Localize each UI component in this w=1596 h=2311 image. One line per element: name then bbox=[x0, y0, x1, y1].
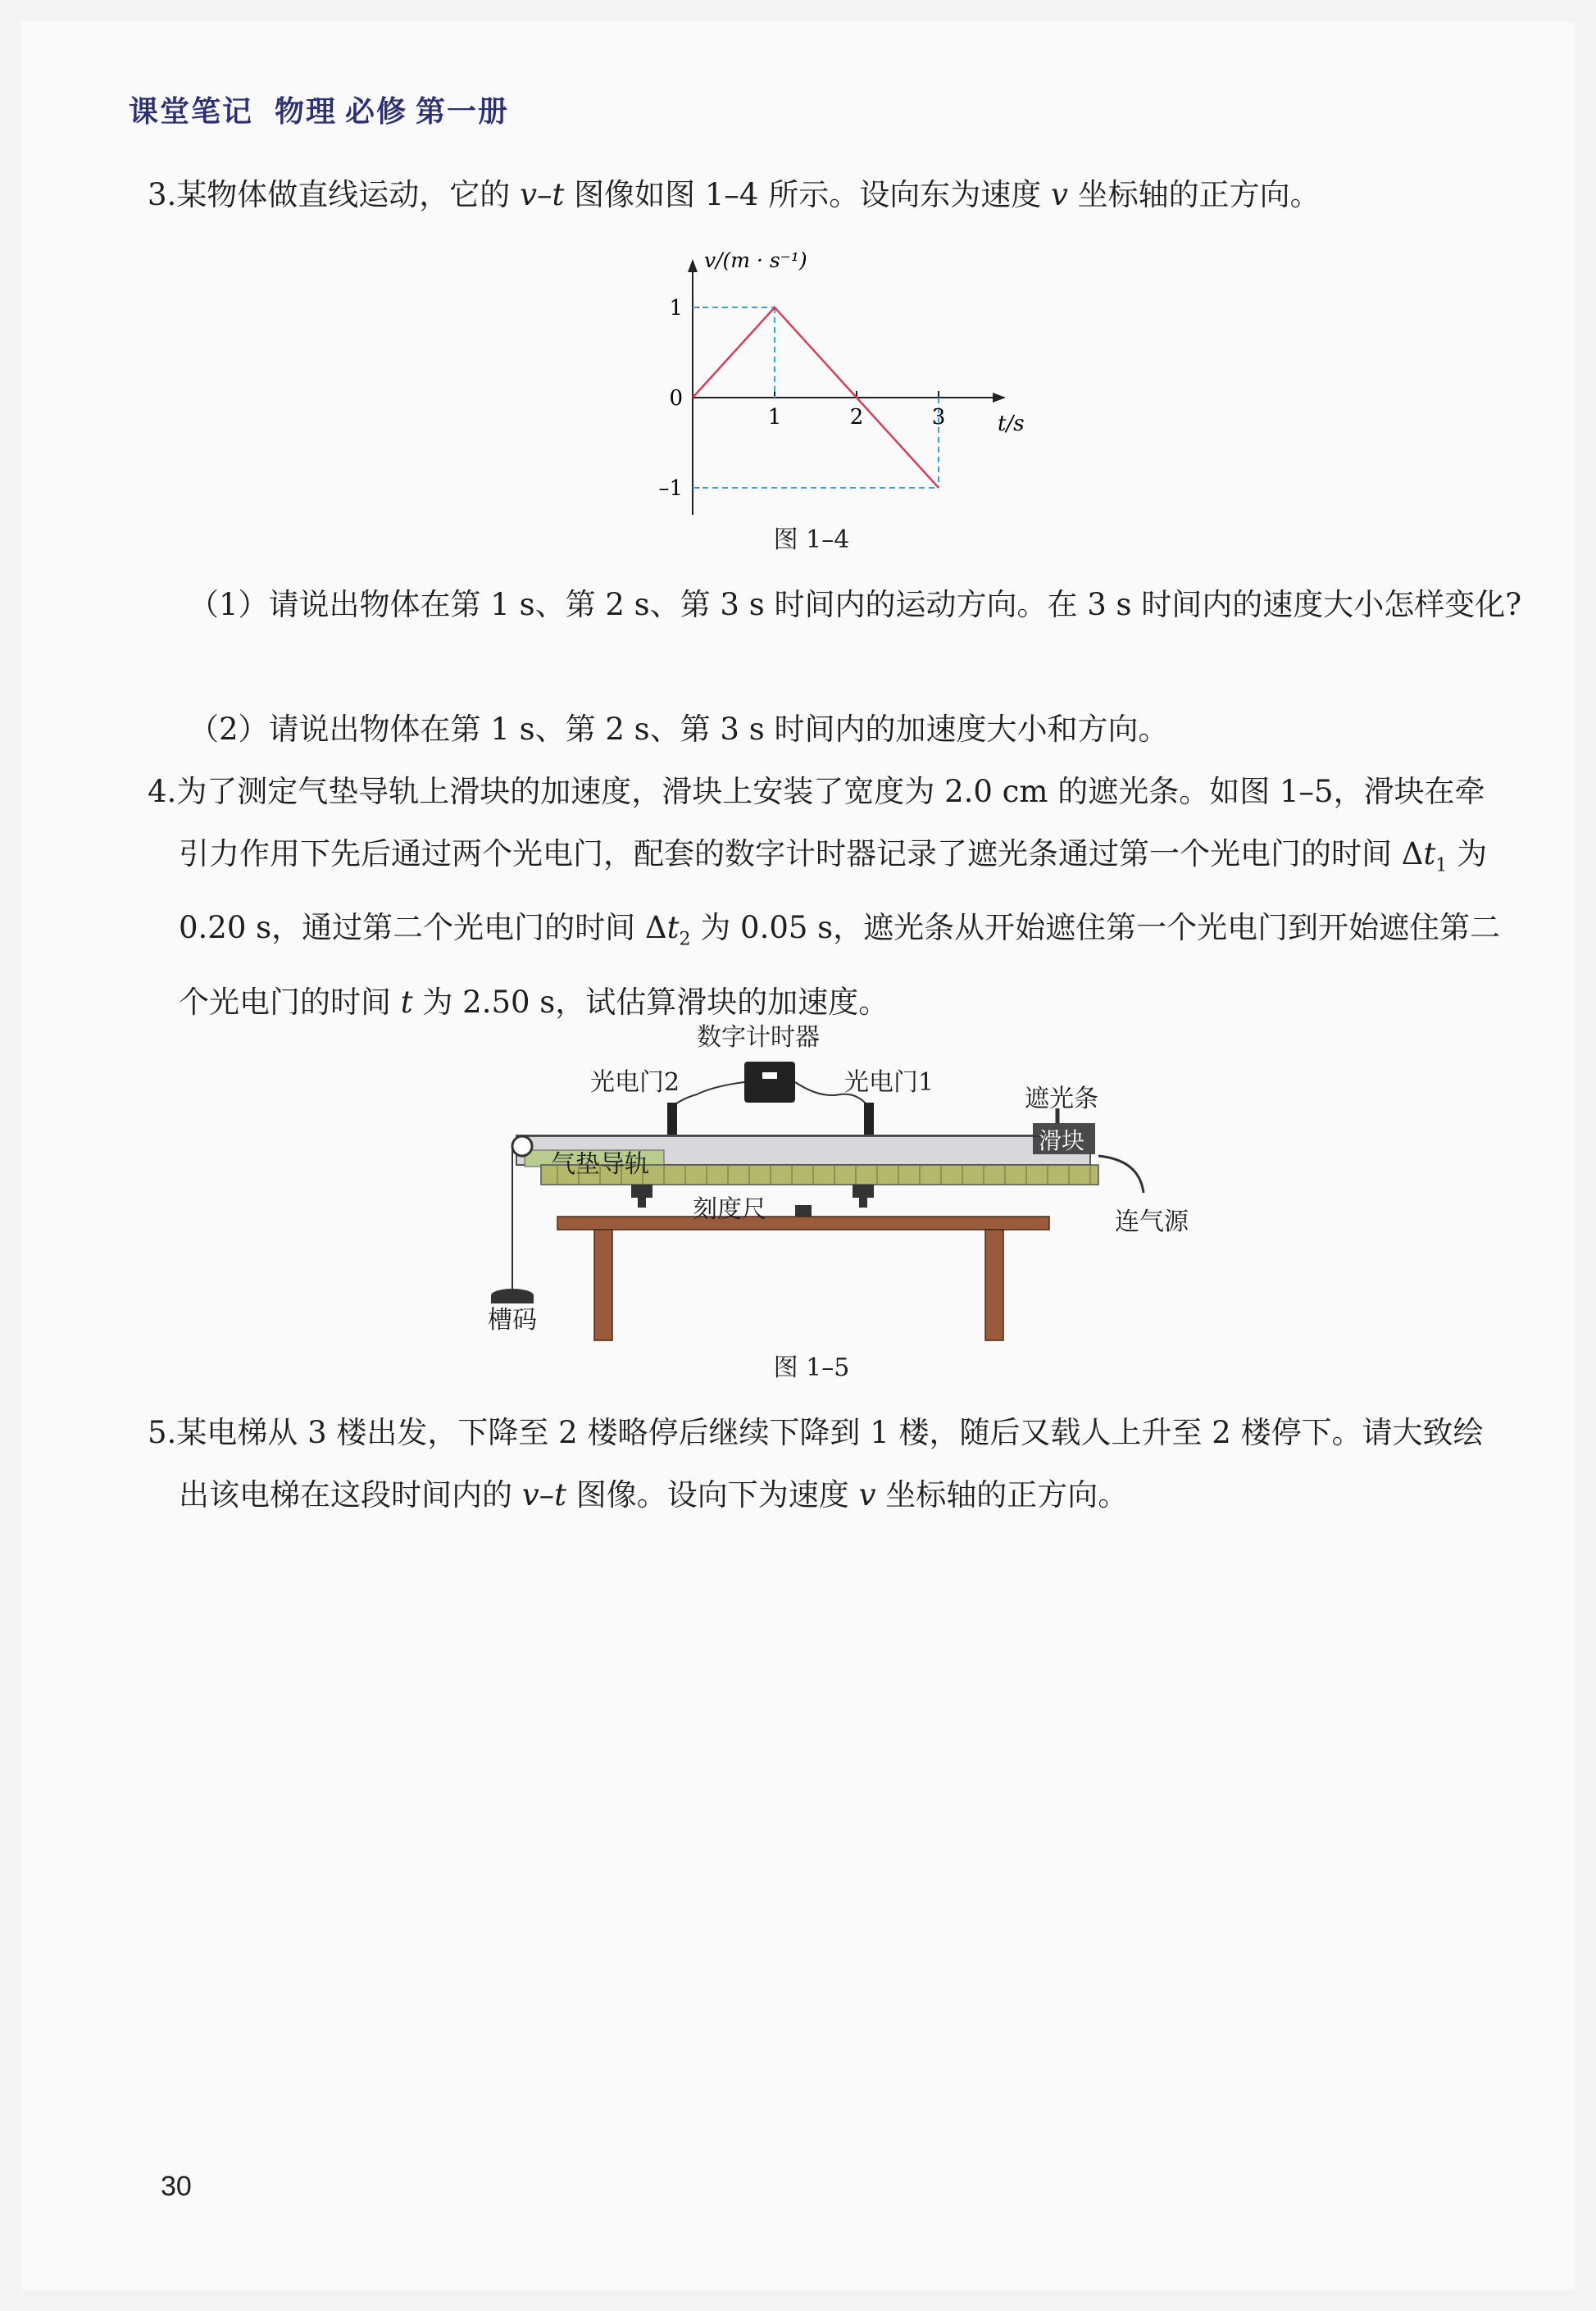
origin-label: 0 bbox=[669, 386, 683, 411]
label-shade-strip: 遮光条 bbox=[1025, 1085, 1098, 1113]
q5-text-b: 图像。设向下为速度 bbox=[566, 1477, 859, 1513]
x-axis-label: t/s bbox=[998, 412, 1025, 436]
figure-1-4-caption: 图 1–4 bbox=[773, 525, 850, 554]
header-series: 课堂笔记 bbox=[129, 95, 254, 129]
q3-text-b: 图像如图 1–4 所示。设向东为速度 bbox=[564, 177, 1051, 212]
label-ruler: 刻度尺 bbox=[693, 1195, 766, 1224]
q3-sub-1 bbox=[189, 574, 1553, 636]
q4-text-c: 为 0.05 s，遮光条从开始遮住第一个光电门到开始遮住第二个光电门的时间 bbox=[179, 910, 1501, 1020]
rail-foot-right-stem bbox=[859, 1198, 867, 1208]
q3-text-a: 某物体做直线运动，它的 bbox=[176, 177, 521, 212]
timer-slot bbox=[762, 1072, 777, 1079]
q4-text-a: 为了测定气垫导轨上滑块的加速度，滑块上安装了宽度为 2.0 cm 的遮光条。如图 1–5，滑块在牵引力作用下先后通过两个光电门，配套的数字计时器记录了遮光条通过第一个光电门的时间 Δ bbox=[176, 774, 1485, 871]
q5-text-a: 某电梯从 3 楼出发，下降至 2 楼略停后继续下降到 1 楼，随后又载人上升至 2 楼停下。请大致绘出该电梯在这段时间内的 bbox=[176, 1415, 1484, 1513]
rail-foot-mid bbox=[795, 1205, 812, 1217]
q3-sub2-label: （2） bbox=[189, 712, 269, 747]
header-subject: 物理 bbox=[275, 95, 338, 129]
y-tick-label: –1 bbox=[658, 476, 683, 501]
x-tick-label: 1 bbox=[767, 405, 782, 430]
q4-text-b: 为 0.20 s，通过第二个光电门的时间 Δ bbox=[179, 836, 1488, 946]
label-air-rail: 气垫导轨 bbox=[551, 1150, 649, 1179]
air-hose bbox=[1098, 1156, 1144, 1193]
q3-text-c: 坐标轴的正方向。 bbox=[1067, 177, 1321, 212]
q4-t2-subscript: 2 bbox=[679, 929, 691, 950]
table-leg-left bbox=[594, 1230, 612, 1340]
y-tick-label: 1 bbox=[669, 296, 683, 321]
q4-t-symbol: t bbox=[400, 984, 413, 1020]
figure-1-5 bbox=[467, 1017, 1205, 1361]
header-volume: 第一册 bbox=[416, 95, 510, 129]
header-book-type: 必修 bbox=[345, 95, 408, 129]
label-timer: 数字计时器 bbox=[697, 1023, 820, 1052]
q5-vt: v–t bbox=[521, 1477, 567, 1513]
q3-sub2-text: 请说出物体在第 1 s、第 2 s、第 3 s 时间内的加速度大小和方向。 bbox=[268, 712, 1169, 747]
page-number: 30 bbox=[161, 2171, 192, 2202]
table-top bbox=[557, 1217, 1049, 1230]
y-axis-label: v/(m · s⁻¹) bbox=[704, 248, 807, 272]
timer-box bbox=[744, 1062, 795, 1103]
y-axis-arrow bbox=[688, 259, 698, 272]
q5-number: 5. bbox=[148, 1415, 177, 1450]
x-axis-arrow bbox=[993, 393, 1006, 403]
figure-1-4-chart bbox=[623, 242, 1049, 553]
q4-number: 4. bbox=[148, 774, 177, 809]
label-gate-1: 光电门1 bbox=[844, 1068, 934, 1097]
q5-v: v bbox=[858, 1477, 876, 1513]
table-leg-right bbox=[985, 1230, 1003, 1340]
label-gate-2: 光电门2 bbox=[590, 1068, 680, 1097]
running-header bbox=[129, 89, 530, 130]
rail-foot-left-stem bbox=[638, 1198, 646, 1208]
q3-sub1-label: （1） bbox=[189, 587, 269, 622]
q3-sub-2 bbox=[189, 698, 1553, 761]
q5-text-c: 坐标轴的正方向。 bbox=[875, 1477, 1129, 1513]
question-3 bbox=[148, 164, 1480, 226]
label-weight: 槽码 bbox=[488, 1306, 537, 1335]
q4-t2-symbol: t bbox=[666, 910, 680, 946]
timer-cable-left bbox=[672, 1082, 744, 1107]
label-slider: 滑块 bbox=[1039, 1127, 1085, 1154]
q3-sub1-text: 请说出物体在第 1 s、第 2 s、第 3 s 时间内的运动方向。在 3 s 时间内的速度大小怎样变化? bbox=[268, 587, 1522, 622]
q3-number: 3. bbox=[148, 177, 177, 212]
rail-foot-left bbox=[631, 1185, 652, 1198]
q4-t1-subscript: 1 bbox=[1435, 855, 1448, 876]
q3-vt: v–t bbox=[520, 177, 565, 212]
pulley bbox=[512, 1136, 532, 1156]
x-tick-label: 2 bbox=[849, 405, 864, 430]
question-4 bbox=[148, 761, 1511, 1034]
q3-v: v bbox=[1051, 177, 1068, 212]
question-5 bbox=[148, 1402, 1511, 1526]
x-tick-label: 3 bbox=[931, 405, 946, 430]
figure-1-5-caption: 图 1–5 bbox=[773, 1353, 850, 1382]
q4-t1-symbol: t bbox=[1423, 836, 1436, 871]
air-track-apparatus bbox=[467, 1017, 1205, 1361]
q4-text-d: 为 2.50 s，试估算滑块的加速度。 bbox=[412, 984, 889, 1020]
rail-foot-right bbox=[853, 1185, 874, 1198]
label-air-source: 连气源 bbox=[1115, 1208, 1189, 1236]
